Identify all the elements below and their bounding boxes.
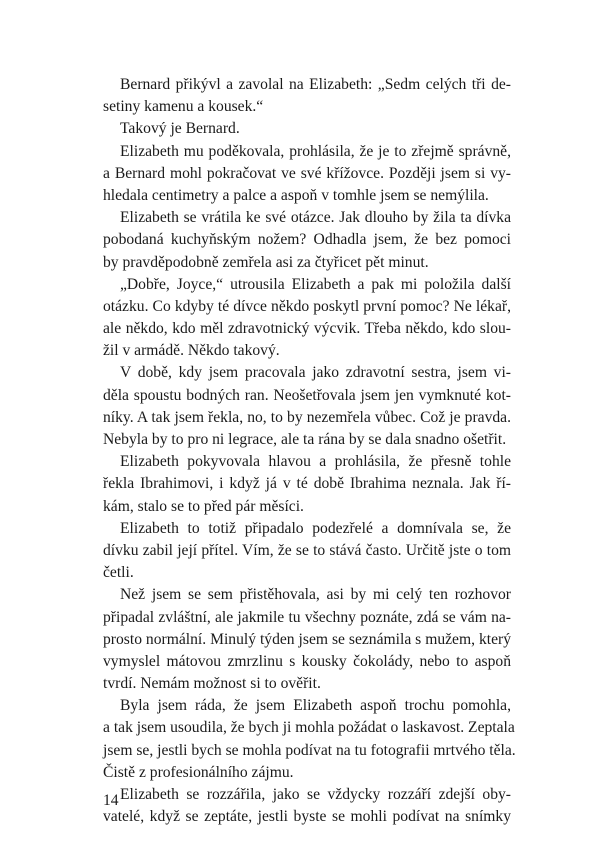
- text-line: jsem se, jestli bych se mohla podívat na tu fotografii mrtvého těla.: [103, 741, 516, 759]
- text-line: Elizabeth to totiž připadalo podezřelé a domnívala se, že: [120, 519, 511, 537]
- text-line: níky. A tak jsem řekla, no, to by nezemřela vůbec. Což je pravda.: [103, 408, 511, 426]
- text-line: vymyslel mátovou zmrzlinu s kousky čokolády, nebo to aspoň: [103, 652, 511, 670]
- text-line: vatelé, když se zeptáte, jestli byste se mohli podívat na snímky: [103, 808, 511, 826]
- text-line: Nebyla by to pro ni legrace, ale ta rána by se dala snadno ošetřit.: [103, 431, 507, 448]
- text-line: „Dobře, Joyce,“ utrousila Elizabeth a pak mi položila další: [120, 275, 511, 293]
- text-line: Takový je Bernard.: [120, 120, 240, 138]
- text-line: četli.: [103, 564, 134, 582]
- text-line: setiny kamenu a kousek.“: [103, 98, 264, 116]
- text-line: Než jsem se sem přistěhovala, asi by mi celý ten rozhovor: [120, 586, 511, 604]
- text-line: prosto normální. Minulý týden jsem se seznámila s mužem, který: [103, 630, 511, 648]
- text-line: a Bernard mohl pokračovat ve své křížovce. Později jsem si vy-: [103, 164, 511, 182]
- text-line: dívku zabil její přítel. Vím, že se to stává často. Určitě jste o tom: [103, 541, 511, 559]
- text-line: připadal zvláštní, ale jakmile tu všechny poznáte, zdá se vám na-: [103, 608, 511, 626]
- page-number: 14: [103, 792, 119, 809]
- text-line: hledala centimetry a palce a aspoň v tomhle jsem se nemýlila.: [103, 186, 489, 204]
- text-line: řekla Ibrahimovi, i když já v té době Ibrahima neznala. Jak ří-: [103, 475, 511, 493]
- text-line: Bernard přikývl a zavolal na Elizabeth: „Sedm celých tři de-: [120, 76, 511, 93]
- text-line: V době, kdy jsem pracovala jako zdravotní sestra, jsem vi-: [120, 364, 511, 382]
- text-line: děla spoustu bodných ran. Neošetřovala jsem jen vymknuté kot-: [103, 386, 511, 404]
- text-line: Elizabeth se rozzářila, jako se vždycky rozzáří zdejší oby-: [120, 786, 511, 803]
- text-line: tvrdí. Nemám možnost si to ověřit.: [103, 675, 321, 693]
- text-line: Čistě z profesionálního zájmu.: [103, 763, 294, 781]
- text-line: otázku. Co kdyby té dívce někdo poskytl první pomoc? Ne lékař,: [103, 297, 511, 315]
- text-line: a tak jsem usoudila, že bych ji mohla požádat o laskavost. Zeptala: [103, 719, 515, 737]
- text-line: Elizabeth mu poděkovala, prohlásila, že je to zřejmě správně,: [120, 142, 511, 160]
- text-line: pobodaná kuchyňským nožem? Odhadla jsem, že bez pomoci: [103, 231, 511, 249]
- text-line: žil v armádě. Někdo takový.: [103, 342, 280, 360]
- body-text: [103, 74, 516, 828]
- text-line: Elizabeth pokyvovala hlavou a prohlásila, že přesně tohle: [120, 453, 511, 471]
- text-line: by pravděpodobně zemřela asi za čtyřicet pět minut.: [103, 253, 429, 271]
- text-line: Byla jsem ráda, že jsem Elizabeth aspoň trochu pomohla,: [120, 697, 511, 715]
- text-line: Elizabeth se vrátila ke své otázce. Jak dlouho by žila ta dívka: [120, 209, 511, 227]
- text-line: kám, stalo se to před pár měsíci.: [103, 497, 304, 515]
- text-line: ale někdo, kdo měl zdravotnický výcvik. Třeba někdo, kdo slou-: [103, 320, 511, 338]
